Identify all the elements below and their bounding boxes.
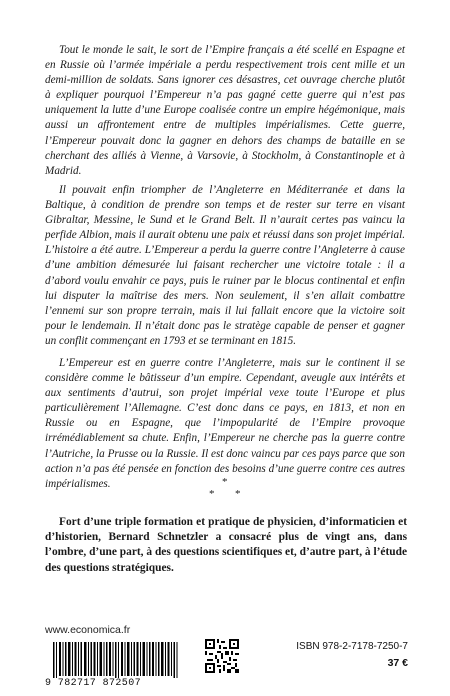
barcode-bars: [53, 642, 183, 682]
paragraph-text: L’Empereur est en guerre contre l’Angleterre, mais sur le continent il se considère comme le bâtisseur d’un empire. Cependant, aveugle aux intérêts et aux sentiments d’autrui, son projet impérial vexe toute l’Europe et plus particulièrement l’Allemagne. C’est donc dans ce pays, en 1813, et non en Russie ou en Espagne, que l’impopularité de l’Empire provoque irrémédiablement sa chute. Enfin, l’Empereur ne cherche pas la guerre contre l’Autriche, la Prusse ou la Russie. Il est donc vaincu par ces pays parce que son action n’a pas été pensée en fonction des besoins d’une guerre contre ces autres impérialismes.: [45, 357, 405, 490]
isbn-number: ISBN 978-2-7178-7250-7: [296, 641, 408, 652]
isbn-barcode: [45, 642, 185, 690]
paragraph-text: Il pouvait enfin triompher de l’Angleterre en Méditerranée et dans la Baltique, à condition de prendre son temps et de rester sur terre en visant Gibraltar, Messine, le Sund et le Grand Belt. Il n’aurait certes pas vaincu la perfide Albion, mais il aurait obtenu une paix et réussi dans son projet impérial. L’histoire a été autre. L’Empereur a perdu la guerre contre l’Angleterre à cause d’une ambition démesurée lui faisant rechercher une victoire totale : il a d’abord voulu envahir ce pays, puis le ruiner par le blocus continental et enfin lui disputer la maîtrise des mers. Non seulement, il s’en allait combattre l’ennemi sur son propre terrain, mais il lui fallait encore que la victoire soit pour le lendemain. Il n’était donc pas le stratège capable de penser et gagner un conflit commençant en 1793 et se terminant en 1815.: [45, 184, 405, 347]
qr-code: [205, 639, 239, 673]
summary-paragraph-3: [45, 356, 405, 492]
asterisk-right: *: [235, 488, 241, 500]
back-cover-footer: [0, 618, 450, 696]
barcode-number: 9 782717 872507: [45, 678, 185, 689]
qr-code-graphic: [205, 639, 239, 673]
summary-paragraph-1: [45, 43, 405, 179]
asterisk-left: *: [209, 488, 215, 500]
asterism-separator: [195, 477, 255, 501]
author-bio: Fort d’une triple formation et pratique de physicien, d’informaticien et d’historien, Bernard Schnetzler a consacré plus de vingt ans, dans l’ombre, d’une part, à des questions scientifiques et, d’autre part, à l’étude des questions stratégiques.: [45, 516, 407, 574]
summary-paragraph-2: [45, 183, 405, 349]
publisher-website: www.economica.fr: [45, 624, 131, 636]
book-price: 37 €: [387, 657, 408, 669]
paragraph-text: Tout le monde le sait, le sort de l’Empire français a été scellé en Espagne et en Russie où l’armée impériale a perdu respectivement trois cent mille et un demi-million de soldats. Sans ignorer ces désastres, cet ouvrage cherche plutôt à expliquer pourquoi l’Empereur n’a pas gagné cette guerre qui n’est pas uniquement la lutte d’une Europe coalisée contre un empire hégémonique, mais aussi un affrontement entre de multiples impérialismes. Cette guerre, l’Empereur pouvait donc la gagner en dehors des champs de bataille en se cherchant des alliés à Vienne, à Varsovie, à Stockholm, à Constantinople et à Madrid.: [45, 44, 405, 177]
asterisk-top: *: [222, 476, 228, 488]
